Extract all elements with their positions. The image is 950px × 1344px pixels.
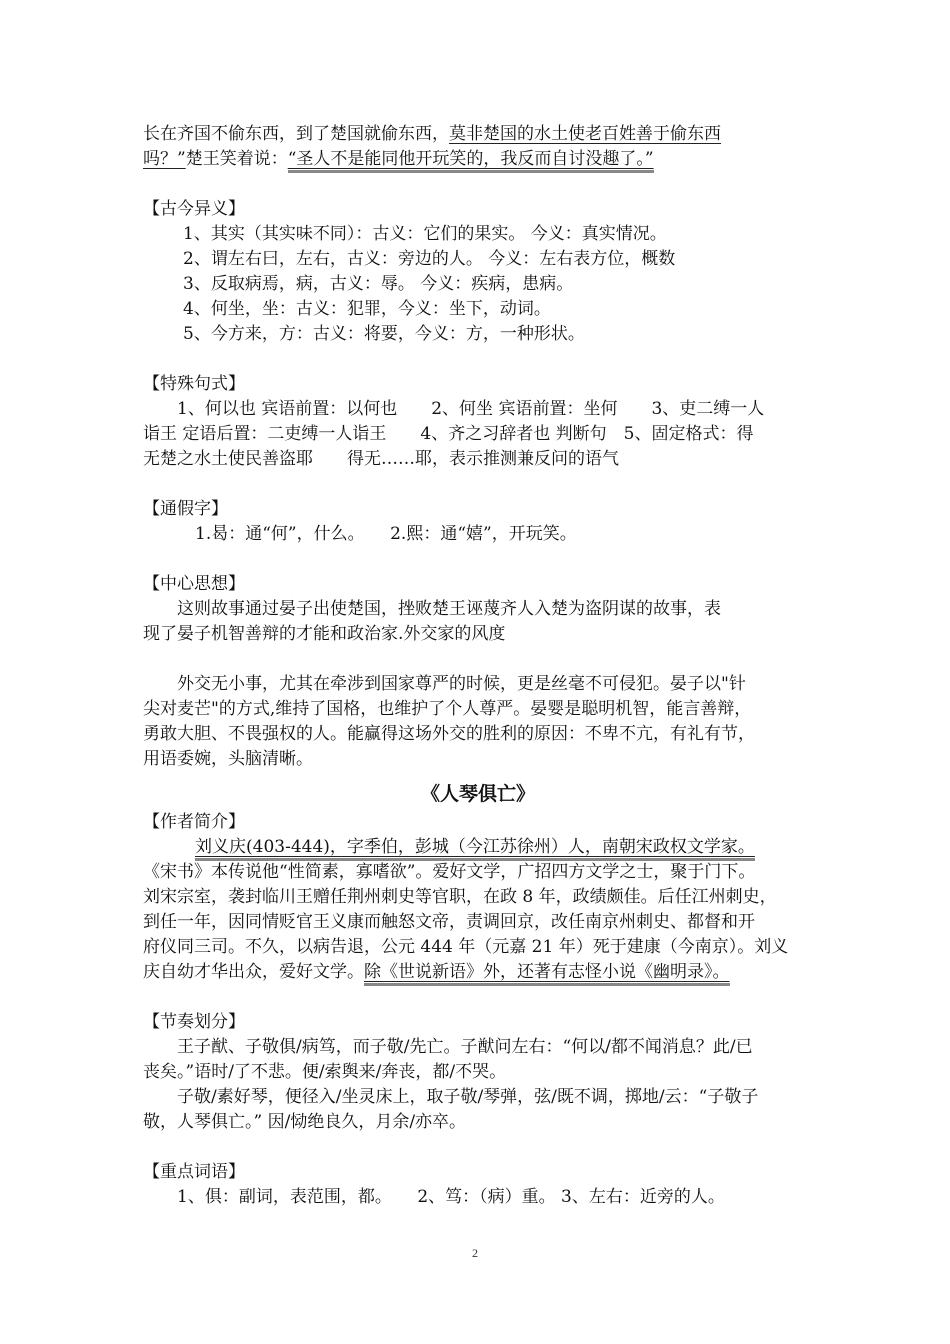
paragraph-line: 1、何以也 宾语前置：以何也 2、何坐 宾语前置：坐何 3、吏二缚一人 <box>177 399 765 419</box>
paragraph-line: 府仪同三司。不久，以病告退，公元 444 年（元嘉 21 年）死于建康（今南京）。刘义 <box>143 937 789 957</box>
paragraph-line: 刘宋宗室，袭封临川王赠任荆州刺史等官职，在政 8 年，政绩颇佳。后任江州刺史， <box>143 887 777 907</box>
paragraph-line: 1.曷：通“何”，什么。 2.熙：通“嬉”，开玩笑。 <box>195 524 577 544</box>
intro-line-2 <box>143 147 813 172</box>
section-heading-zuozhe: 【作者简介】 <box>143 812 245 832</box>
page-number: 2 <box>472 1246 478 1260</box>
underlined-quote: “圣人不是能同他开玩笑的，我反而自讨没趣了。” <box>288 149 654 173</box>
paragraph-line: 用语委婉，头脑清晰。 <box>143 749 313 769</box>
paragraph-line: 1、俱：副词，表范围，都。 2、笃：（病）重。 3、左右：近旁的人。 <box>177 1187 725 1207</box>
list-item: 1、其实（其实味不同）：古义：它们的果实。 今义：真实情况。 <box>183 224 667 244</box>
section-heading-tongjia: 【通假字】 <box>143 499 228 519</box>
section-heading-zhongxin: 【中心思想】 <box>143 574 245 594</box>
section-heading-gujin: 【古今异义】 <box>143 199 245 219</box>
list-item: 2、谓左右曰，左右，古义：旁边的人。 今义：左右表方位，概数 <box>183 249 676 269</box>
section-heading-teshu: 【特殊句式】 <box>143 374 245 394</box>
underlined-author-line: 刘义庆(403-444)，字季伯，彭城（今江苏徐州）人，南朝宋政权文学家。 <box>195 837 755 861</box>
paragraph-line <box>143 835 813 860</box>
paragraph-line: 《宋书》本传说他“性简素，寡嗜欲”。爱好文学，广招四方文学之士，聚于门下。 <box>143 862 756 882</box>
section-heading-zhongdian: 【重点词语】 <box>143 1162 245 1182</box>
list-item: 4、何坐，坐：古义：犯罪，今义：坐下，动词。 <box>183 299 551 319</box>
underlined-quote: 吗？” <box>143 149 186 169</box>
paragraph-line: 尖对麦芒"的方式,维持了国格，也维护了个人尊严。晏婴是聪明机智，能言善辩， <box>143 699 752 719</box>
underlined-quote: 除《世说新语》外，还著有志怪小说《幽明录》。 <box>364 962 730 986</box>
paragraph-line: 勇敢大胆、不畏强权的人。能赢得这场外交的胜利的原因：不卑不亢，有礼有节， <box>143 724 755 744</box>
list-item: 5、今方来，方：古义：将要，今义：方，一种形状。 <box>183 324 585 344</box>
intro-text: 楚王笑着说： <box>185 149 288 169</box>
article-title: 《人琴俱亡》 <box>420 783 535 805</box>
paragraph-line: 丧矣。”语时/了不悲。便/索舆来/奔丧，都/不哭。 <box>143 1062 507 1082</box>
paragraph-line: 诣王 定语后置：二吏缚一人诣王 4、齐之习辞者也 判断句 5、固定格式：得 <box>143 424 754 444</box>
paragraph-text: 庆自幼才华出众，爱好文学。 <box>143 962 364 982</box>
paragraph-line <box>143 960 813 985</box>
paragraph-line: 外交无小事，尤其在牵涉到国家尊严的时候，更是丝毫不可侵犯。晏子以"针 <box>177 674 746 694</box>
underlined-quote: 莫非楚国的水土使老百姓善于偷东西 <box>449 124 721 144</box>
paragraph-line: 敬，人琴俱亡。” 因/恸绝良久，月余/亦卒。 <box>143 1112 467 1132</box>
paragraph-line: 无楚之水土使民善盗耶 得无……耶，表示推测兼反问的语气 <box>143 449 619 469</box>
paragraph-line: 子敬/素好琴，便径入/坐灵床上，取子敬/琴弹，弦/既不调，掷地/云：“子敬子 <box>177 1087 759 1107</box>
document-page <box>143 122 813 1210</box>
intro-line-1 <box>143 122 813 147</box>
paragraph-line: 到任一年，因同情贬官王义康而触怒文帝，责调回京，改任南京州刺史、都督和开 <box>143 912 755 932</box>
section-heading-jiezou: 【节奏划分】 <box>143 1012 245 1032</box>
paragraph-line: 王子猷、子敬俱/病笃，而子敬/先亡。子猷问左右：“何以/都不闻消息？此/已 <box>177 1037 753 1057</box>
list-item: 3、反取病焉，病，古义：辱。 今义：疾病，患病。 <box>183 274 574 294</box>
paragraph-line: 现了晏子机智善辩的才能和政治家.外交家的风度 <box>143 624 506 644</box>
paragraph-line: 这则故事通过晏子出使楚国，挫败楚王诬蔑齐人入楚为盗阴谋的故事，表 <box>177 599 721 619</box>
intro-text: 长在齐国不偷东西，到了楚国就偷东西， <box>143 124 449 144</box>
